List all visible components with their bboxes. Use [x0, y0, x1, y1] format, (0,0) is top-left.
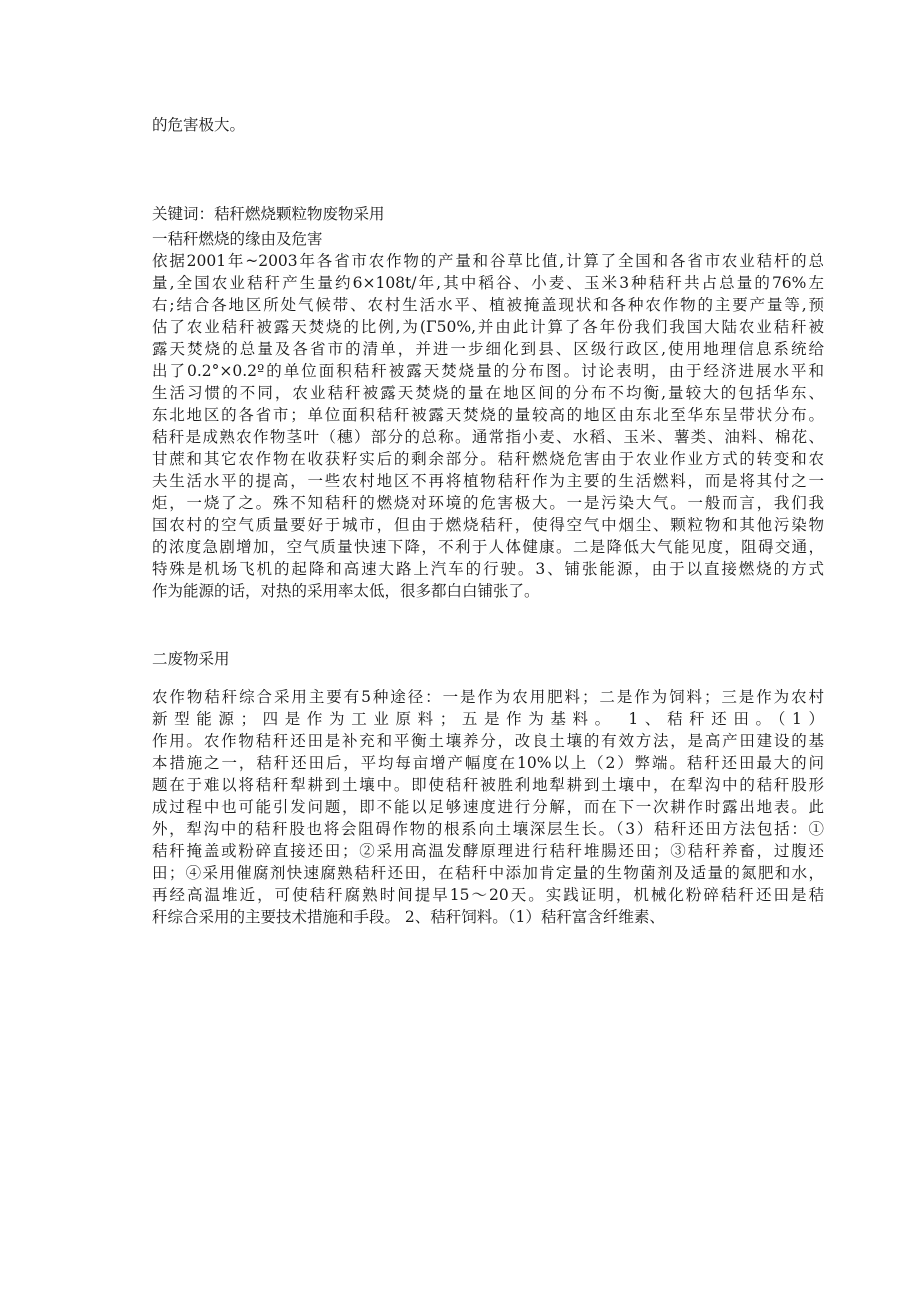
paragraph-line: 本措施之一，秸秆还田后，平均每亩增产幅度在10%以上（2）弊端。秸秆还田最大的问: [152, 754, 824, 772]
section1-heading: 一秸秆燃烧的缘由及危害: [152, 230, 323, 248]
paragraph-line: 露天焚烧的总量及各省市的清单，并进一步细化到县、区级行政区,使用地理信息系统给: [152, 340, 824, 358]
paragraph-line: 农作物秸秆综合采用主要有5种途径：一是作为农用肥料；二是作为饲料；三是作为农村: [152, 688, 824, 706]
keywords-line: 关键词：秸秆燃烧颗粒物废物采用: [152, 205, 385, 223]
paragraph-line: 的浓度急剧增加，空气质量快速下降，不利于人体健康。二是降低大气能见度，阻碍交通，: [152, 538, 824, 556]
paragraph-line: 右;结合各地区所处气候带、农村生活水平、植被掩盖现状和各种农作物的主要产量等,预: [152, 296, 824, 314]
paragraph-line: 特殊是机场飞机的起降和高速大路上汽车的行驶。3、铺张能源，由于以直接燃烧的方式: [152, 560, 824, 578]
paragraph-line: 生活习惯的不同，农业秸秆被露天焚烧的量在地区间的分布不均衡,量较大的包括华东、: [152, 384, 824, 402]
paragraph-line: 甘蔗和其它农作物在收获籽实后的剩余部分。秸秆燃烧危害由于农业作业方式的转变和农: [152, 450, 824, 468]
top-fragment: 的危害极大。: [152, 116, 246, 134]
paragraph-line: 题在于难以将秸秆犁耕到土壤中。即使秸秆被胜利地犁耕到土壤中，在犁沟中的秸秆股形: [152, 776, 824, 794]
paragraph-line: 估了农业秸秆被露天焚烧的比例,为(Γ50%,并由此计算了各年份我们我国大陆农业秸秆被: [152, 318, 824, 336]
paragraph-line: 新型能源；四是作为工业原料；五是作为基料。 1、秸秆还田。（1）: [152, 710, 824, 728]
paragraph-line: 作为能源的话，对热的采用率太低，很多都白白铺张了。: [152, 582, 540, 600]
paragraph-line: 出了0.2°×0.2º的单位面积秸秆被露天焚烧量的分布图。讨论表明，由于经济进展水平和: [152, 362, 824, 380]
paragraph-line: 再经高温堆近，可使秸秆腐熟时间提早15～20天。实践证明，机械化粉碎秸秆还田是秸: [152, 886, 824, 904]
section2-body: [152, 686, 824, 928]
paragraph-line: 量,全国农业秸秆产生量约6×108t/年,其中稻谷、小麦、玉米3种秸秆共占总量的76%左: [152, 274, 824, 292]
paragraph-line: 秸秆是成熟农作物茎叶（穗）部分的总称。通常指小麦、水稻、玉米、薯类、油料、棉花、: [152, 428, 824, 446]
paragraph-line: 国农村的空气质量要好于城市，但由于燃烧秸秆，使得空气中烟尘、颗粒物和其他污染物: [152, 516, 824, 534]
section2-heading: 二废物采用: [152, 650, 230, 668]
paragraph-line: 作用。农作物秸秆还田是补充和平衡土壤养分，改良土壤的有效方法，是高产田建设的基: [152, 732, 824, 750]
section1-body: [152, 250, 824, 602]
paragraph-line: 炬，一烧了之。殊不知秸秆的燃烧对环境的危害极大。一是污染大气。一般而言，我们我: [152, 494, 824, 512]
paragraph-line: 依据2001年~2003年各省市农作物的产量和谷草比值,计算了全国和各省市农业秸杆的总: [152, 252, 824, 270]
paragraph-line: 东北地区的各省市；单位面积秸秆被露天焚烧的量较高的地区由东北至华东呈带状分布。: [152, 406, 824, 424]
paragraph-line: 成过程中也可能引发问题，即不能以足够速度进行分解，而在下一次耕作时露出地表。此: [152, 798, 824, 816]
paragraph-line: 夫生活水平的提高，一些农村地区不再将植物秸秆作为主要的生活燃料，而是将其付之一: [152, 472, 824, 490]
paragraph-line: 外，犁沟中的秸秆股也将会阻碍作物的根系向土壤深层生长。（3）秸秆还田方法包括：①: [152, 820, 824, 838]
paragraph-line: 秸秆掩盖或粉碎直接还田；②采用高温发酵原理进行秸秆堆腸还田；③秸秆养畜，过腹还: [152, 842, 824, 860]
paragraph-line: 秆综合采用的主要技术措施和手段。 2、秸秆饲料。（1）秸秆富含纤维素、: [152, 908, 665, 926]
paragraph-line: 田；④采用催腐剂快速腐熟秸秆还田，在秸秆中添加肯定量的生物菌剂及适量的氮肥和水，: [152, 864, 824, 882]
